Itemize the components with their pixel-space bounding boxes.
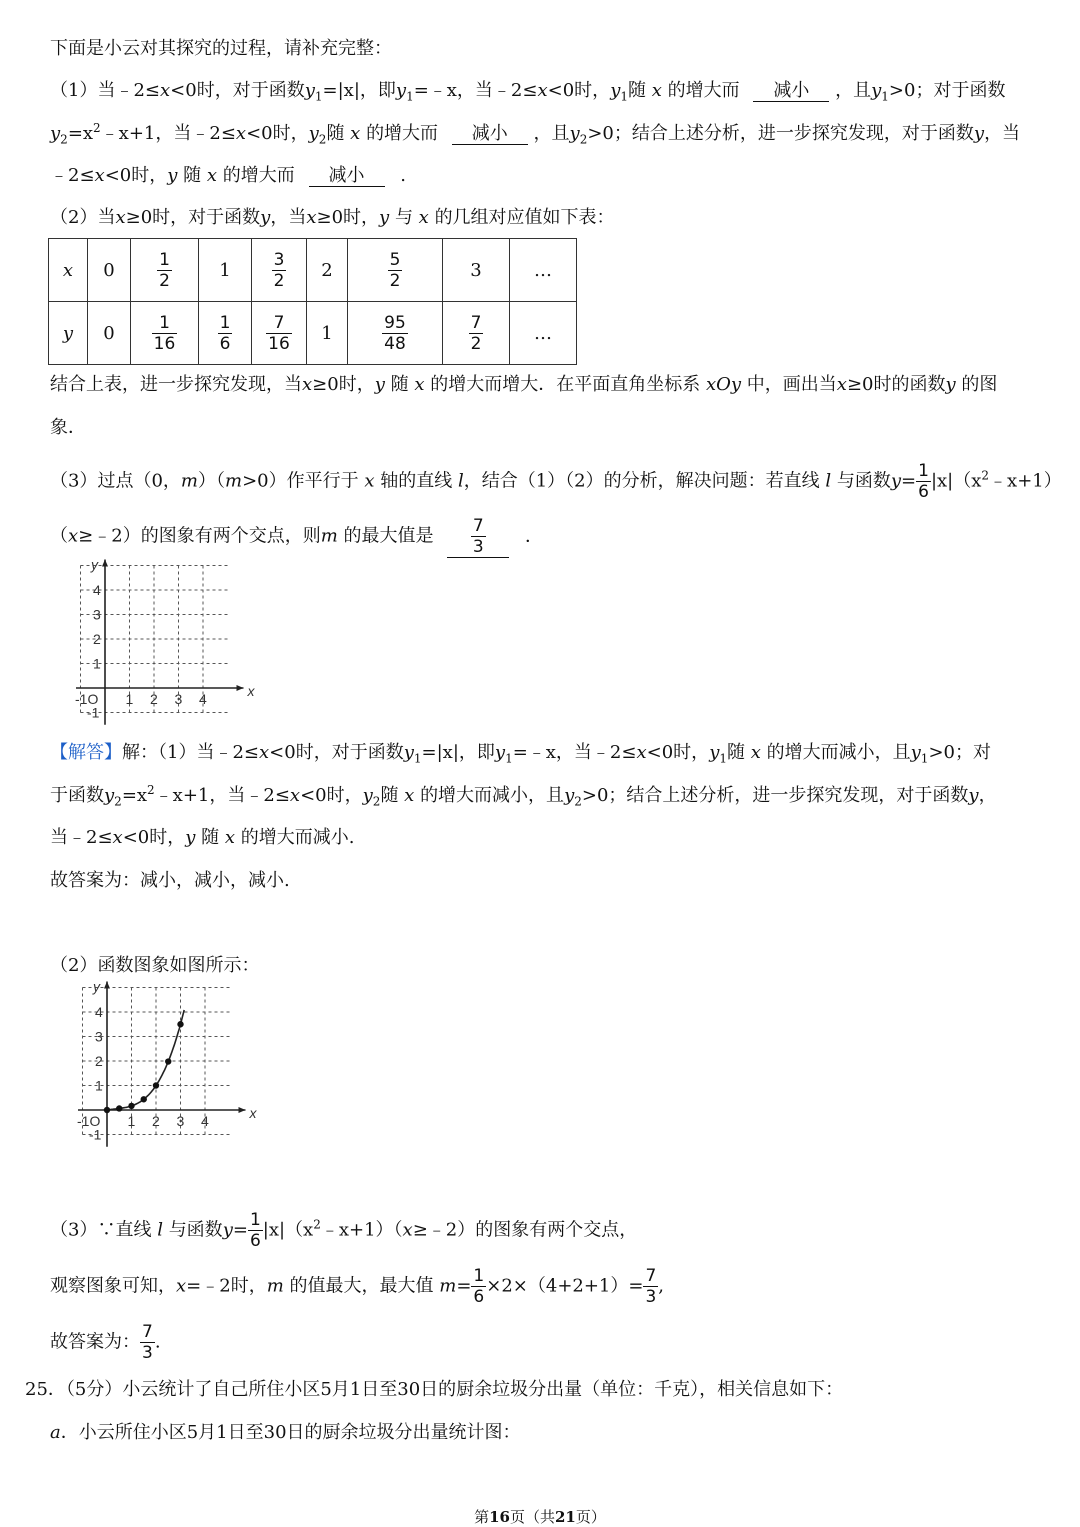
table-cell: $\frac{3}{2}$ [252, 239, 307, 302]
answer-blank-4: $\frac{7}{3}$ [447, 516, 509, 558]
table-cell: 0 [88, 239, 131, 302]
value-table [48, 238, 577, 365]
part2-line1: （2）当x≥0时，对于函数y，当x≥0时，y 与 x 的几组对应值如下表： [50, 207, 615, 228]
answer-blank-2: 减小 [452, 124, 528, 145]
table-cell: $\frac{1}{16}$ [131, 302, 199, 365]
origin-label: -1O [75, 691, 99, 707]
solution-tag: 【解答】 [50, 742, 122, 763]
table-row-y [49, 302, 577, 365]
x-tick-label: 2 [150, 691, 158, 707]
grid-lines [75, 557, 256, 725]
data-points [104, 1021, 184, 1113]
table-cell: … [510, 239, 577, 302]
part2-after-line2: 象． [50, 417, 86, 438]
x-axis-arrow [239, 1107, 246, 1113]
solution-line2: 于函数$y_2=x^2﹣x+1$，当﹣2≤x<0时，$y_2$随 x 的增大而减小，且$y_2>0$；结合上述分析，进一步探究发现，对于函数y， [50, 783, 997, 809]
solution-answer3: 故答案为： $\frac{7}{3}$ . [50, 1322, 161, 1363]
empty-coordinate-grid [45, 556, 255, 730]
fraction-seven-thirds: $\frac{7}{3}$ [645, 1266, 657, 1307]
solution-part3-line2: 观察图象可知，x=﹣2时，m 的值最大，最大值 m= $\frac{1}{6}$ ×2×（4+2+1）= $\frac{7}{3}$ , [50, 1266, 665, 1307]
data-point [104, 1107, 110, 1113]
x-tick-label: 1 [127, 1113, 136, 1129]
table-header-y: y [49, 302, 88, 365]
part1-line3: ﹣2≤x<0时，y 随 x 的增大而 减小 . [50, 165, 406, 186]
y-axis-arrow [104, 982, 110, 989]
y-axis-label: y [93, 978, 100, 995]
part1-line2: $y_2=x^2﹣x+1$，当﹣2≤x<0时，$y_2$随 x 的增大而 减小 ，且$y_2>0$；结合上述分析，进一步探究发现，对于函数y，当 [50, 121, 1021, 147]
solution-part2-text: （2）函数图象如图所示： [50, 955, 260, 976]
table-cell: 2 [307, 239, 348, 302]
y-axis-arrow [102, 560, 108, 567]
table-cell: $\frac{7}{2}$ [443, 302, 510, 365]
part2-after-line1: 结合上表，进一步探究发现，当x≥0时，y 随 x 的增大而增大．在平面直角坐标系 xOy 中，画出当x≥0时的函数y 的图 [50, 374, 998, 395]
solution-answer1: 故答案为：减小，减小，减小. [50, 870, 290, 891]
answer-blank-3: 减小 [309, 166, 385, 187]
data-point [177, 1021, 183, 1027]
y-tick-label: 1 [95, 1077, 103, 1094]
table-cell: 1 [199, 239, 252, 302]
table-cell: $\frac{95}{48}$ [348, 302, 443, 365]
solution-line1: 【解答】解：（1）当﹣2≤x<0时，对于函数$y_1=|x|$，即$y_1=﹣x$，当﹣2≤x<0时，$y_1$随 x 的增大而减小，且$y_1>0$；对 [50, 742, 991, 766]
x-axis-label: x [247, 683, 255, 699]
y-tick-label: -1 [87, 704, 100, 721]
x-tick-label: 4 [199, 691, 207, 707]
data-point [128, 1103, 134, 1109]
part1-line1: （1）当﹣2≤x<0时，对于函数$y_1=|x|$，即$y_1=﹣x$，当﹣2≤x<0时，$y_1$随 x 的增大而 减小 ，且$y_1>0$；对于函数 [50, 80, 1006, 104]
y-tick-label: 2 [95, 1053, 103, 1069]
y-tick-label: 2 [93, 631, 101, 647]
y-tick-label: 3 [95, 1028, 103, 1045]
data-point [153, 1082, 159, 1088]
table-cell: 0 [88, 302, 131, 365]
intro-text: 下面是小云对其探究的过程，请补充完整： [50, 38, 392, 59]
y-tick-label: 4 [95, 1004, 103, 1020]
x-tick-label: 4 [201, 1113, 209, 1129]
y-tick-label: 1 [93, 655, 101, 672]
part3-line2: （x≥﹣2）的图象有两个交点，则m 的最大值是 $\frac{7}{3}$ ． [50, 516, 543, 557]
table-cell: $\frac{7}{16}$ [252, 302, 307, 365]
solution-line3: 当﹣2≤x<0时，y 随 x 的增大而减小. [50, 827, 355, 848]
table-cell: 1 [307, 302, 348, 365]
function-graph [45, 978, 257, 1155]
table-header-x: x [49, 239, 88, 302]
x-axis-arrow [237, 685, 244, 691]
table-cell: … [510, 302, 577, 365]
answer-blank-1: 减小 [753, 81, 829, 102]
part3-line1: （3）过点（0，m）（m>0）作平行于 x 轴的直线 l，结合（1）（2）的分析，解决问题：若直线 l 与函数y= $\frac{1}{6}$ $|x|(x^2﹣x+1)$ [50, 461, 1062, 502]
fraction-seven-thirds-2: $\frac{7}{3}$ [142, 1322, 153, 1363]
table-cell: $\frac{1}{6}$ [199, 302, 252, 365]
x-axis-label: x [249, 1105, 257, 1121]
fraction-one-sixth-2: $\frac{1}{6}$ [249, 1210, 261, 1251]
table-cell: $\frac{5}{2}$ [348, 239, 443, 302]
y-tick-label: 3 [93, 606, 101, 623]
question-25-part-a: a．小云所住小区5月1日至30日的厨余垃圾分出量统计图： [50, 1422, 521, 1443]
data-point [116, 1105, 122, 1111]
x-tick-label: 3 [174, 691, 183, 707]
fraction-one-sixth: $\frac{1}{6}$ [918, 461, 929, 502]
table-row-x [49, 239, 577, 302]
table-cell: $\frac{1}{2}$ [131, 239, 199, 302]
data-point [165, 1058, 171, 1064]
y-tick-label: -1 [89, 1126, 102, 1143]
function-curve [107, 1010, 184, 1110]
solution-part3-line1: （3）∵直线 l 与函数y= $\frac{1}{6}$ $|x|(x^2﹣x+1)(x\ge﹣2)$的图象有两个交点， [50, 1210, 638, 1251]
page-footer: 第16页（共21页） [474, 1508, 606, 1526]
question-25-stem: 25．（5分）小云统计了自己所住小区5月1日至30日的厨余垃圾分出量（单位：千克），相关信息如下： [25, 1379, 844, 1400]
origin-label: -1O [77, 1113, 101, 1129]
y-tick-label: 4 [93, 582, 101, 598]
y-axis-label: y [91, 556, 98, 573]
x-tick-label: 2 [152, 1113, 160, 1129]
fraction-one-sixth-3: $\frac{1}{6}$ [473, 1266, 485, 1307]
x-tick-label: 1 [125, 691, 134, 707]
data-point [141, 1096, 147, 1102]
x-tick-label: 3 [176, 1113, 185, 1129]
table-cell: 3 [443, 239, 510, 302]
